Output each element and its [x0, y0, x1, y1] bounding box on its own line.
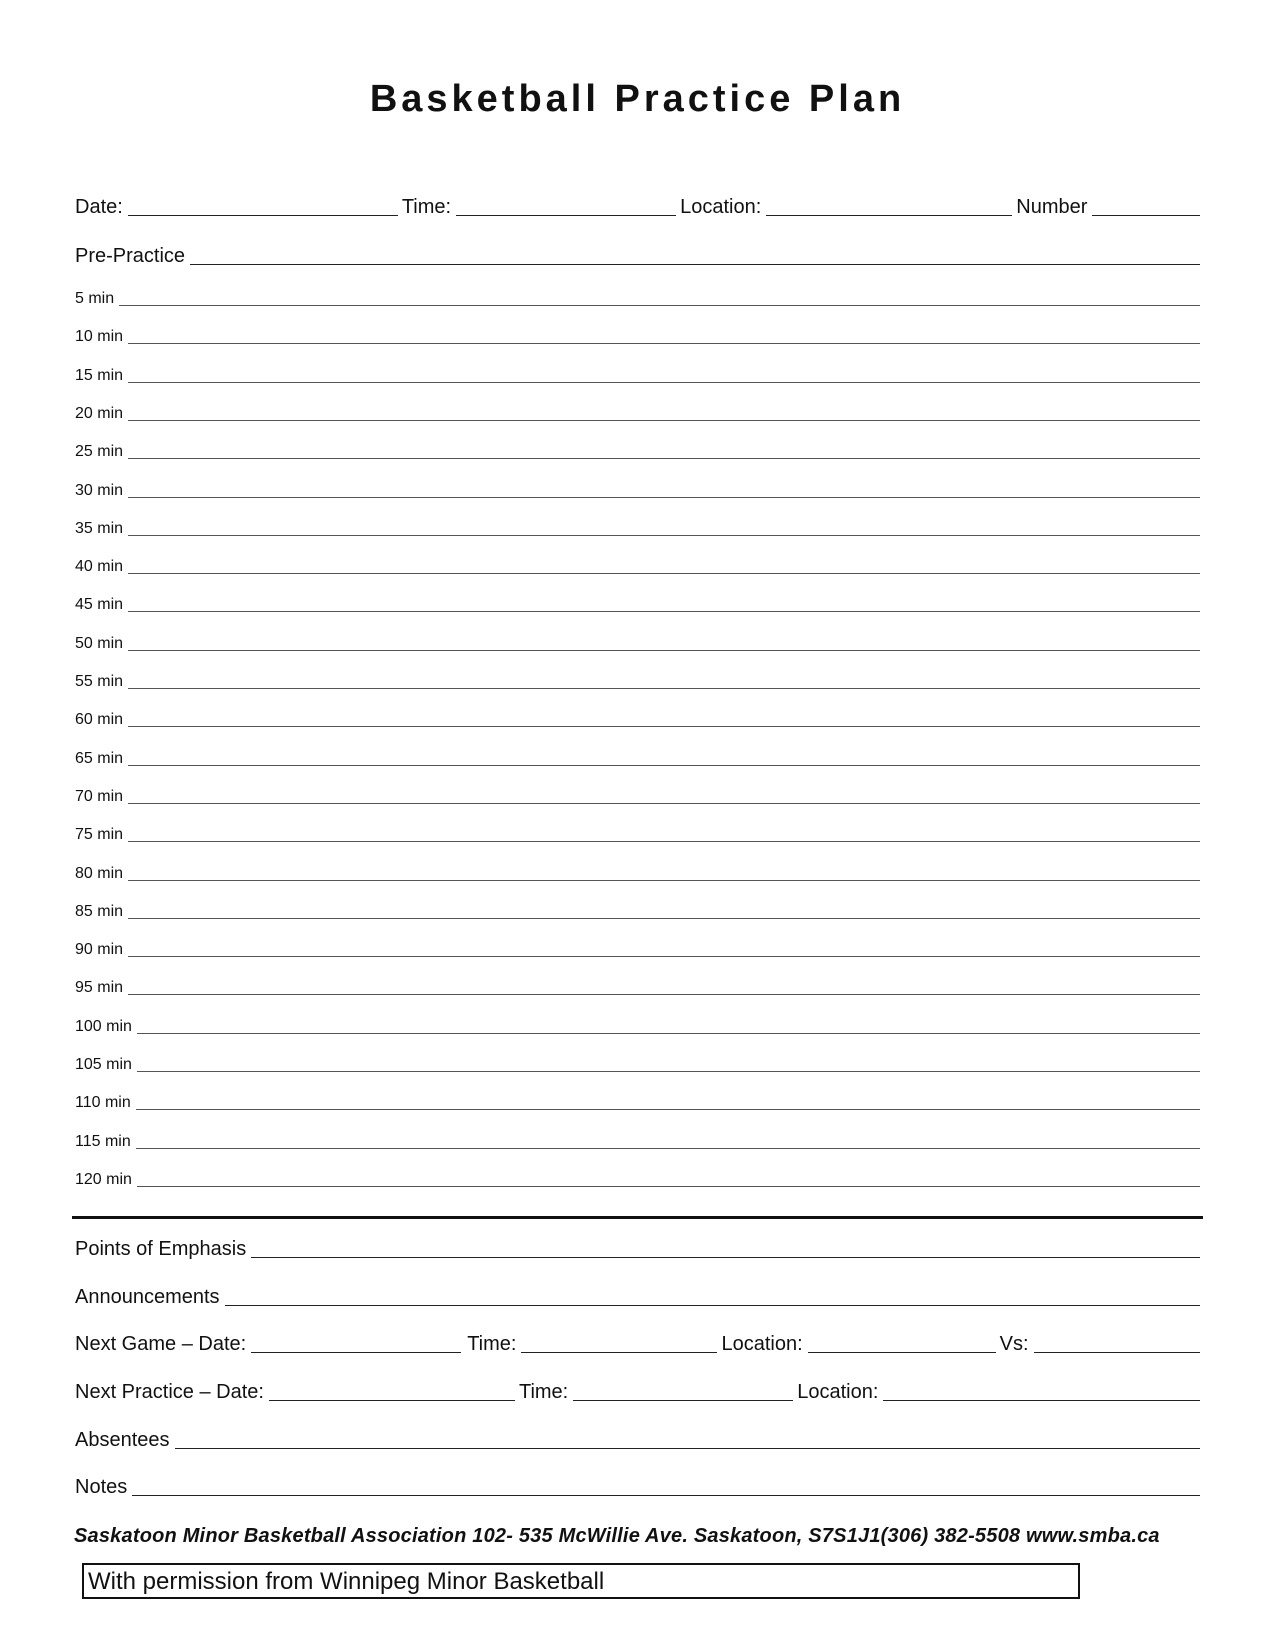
schedule-activity-field[interactable] [128, 420, 1200, 421]
schedule-activity-field[interactable] [128, 803, 1200, 804]
schedule-row [75, 941, 1200, 959]
schedule-time-label: 25 min [75, 443, 124, 461]
schedule-time-label: 10 min [75, 328, 124, 346]
schedule-activity-field[interactable] [128, 458, 1200, 459]
schedule-time-label: 50 min [75, 634, 124, 652]
absentees-row [75, 1429, 1200, 1451]
schedule-activity-field[interactable] [128, 956, 1200, 957]
schedule-row [75, 520, 1200, 538]
schedule-row [75, 596, 1200, 614]
announcements-field[interactable] [225, 1305, 1200, 1306]
next-game-row [75, 1333, 1200, 1355]
section-divider [72, 1216, 1203, 1219]
pre-practice-field[interactable] [190, 264, 1200, 265]
schedule-row [75, 1056, 1200, 1074]
schedule-activity-field[interactable] [136, 1109, 1200, 1110]
schedule-time-label: 95 min [75, 979, 124, 997]
next-game-time-field[interactable] [521, 1352, 717, 1353]
schedule-time-label: 115 min [75, 1132, 131, 1150]
schedule-activity-field[interactable] [136, 1148, 1200, 1149]
schedule-row [75, 865, 1200, 883]
next-practice-date-label: Next Practice – Date: [75, 1381, 264, 1403]
schedule-row [75, 1094, 1200, 1112]
schedule-row [75, 328, 1200, 346]
number-field[interactable] [1092, 215, 1200, 216]
notes-row [75, 1476, 1200, 1498]
absentees-label: Absentees [75, 1429, 170, 1451]
schedule-activity-field[interactable] [128, 841, 1200, 842]
notes-field[interactable] [132, 1495, 1200, 1496]
page-title: Basketball Practice Plan [369, 78, 906, 120]
schedule-row [75, 558, 1200, 576]
schedule-row [75, 405, 1200, 423]
schedule-row [75, 903, 1200, 921]
next-practice-row [75, 1381, 1200, 1403]
schedule-time-label: 85 min [75, 902, 124, 920]
permission-note: With permission from Winnipeg Minor Basketball [82, 1563, 1080, 1599]
announcements-label: Announcements [75, 1286, 220, 1308]
date-label: Date: [75, 196, 123, 218]
next-game-date-field[interactable] [251, 1352, 461, 1353]
schedule-time-label: 60 min [75, 711, 124, 729]
schedule-activity-field[interactable] [128, 535, 1200, 536]
schedule-row [75, 1171, 1200, 1189]
schedule-time-label: 75 min [75, 826, 124, 844]
next-practice-location-label: Location: [797, 1381, 879, 1403]
schedule-row [75, 1018, 1200, 1036]
schedule-time-label: 55 min [75, 673, 124, 690]
schedule-time-label: 70 min [75, 787, 124, 805]
association-footer: Saskatoon Minor Basketball Association 102- 535 McWillie Ave. Saskatoon, S7S1J1(306) 382-5508 www.smba.ca [74, 1525, 1160, 1547]
location-label: Location: [680, 196, 762, 218]
schedule-activity-field[interactable] [128, 650, 1200, 651]
schedule-time-label: 30 min [75, 481, 124, 499]
schedule-activity-field[interactable] [128, 880, 1200, 881]
location-field[interactable] [766, 215, 1012, 216]
schedule-activity-field[interactable] [128, 573, 1200, 574]
schedule-time-label: 120 min [75, 1170, 132, 1188]
schedule-time-label: 45 min [75, 596, 124, 614]
schedule-row [75, 1133, 1200, 1151]
schedule-time-label: 35 min [75, 519, 124, 537]
schedule-row [75, 482, 1200, 500]
schedule-activity-field[interactable] [128, 994, 1200, 995]
points-of-emphasis-label: Points of Emphasis [75, 1238, 247, 1260]
schedule-time-label: 40 min [75, 558, 124, 576]
points-of-emphasis-row [75, 1238, 1200, 1260]
schedule-row [75, 788, 1200, 806]
schedule-row [75, 826, 1200, 844]
schedule-row [75, 443, 1200, 461]
next-practice-location-field[interactable] [883, 1400, 1200, 1401]
pre-practice-label: Pre-Practice [75, 245, 186, 267]
schedule-time-label: 100 min [75, 1017, 132, 1035]
schedule-activity-field[interactable] [128, 918, 1200, 919]
schedule-row [75, 673, 1200, 691]
schedule-activity-field[interactable] [128, 611, 1200, 612]
time-label: Time: [401, 196, 452, 218]
next-game-location-label: Location: [721, 1333, 803, 1355]
schedule-activity-field[interactable] [137, 1071, 1200, 1072]
schedule-activity-field[interactable] [128, 382, 1200, 383]
next-game-date-label: Next Game – Date: [75, 1333, 247, 1355]
schedule-row [75, 290, 1200, 308]
schedule-time-label: 80 min [75, 864, 124, 882]
date-field[interactable] [128, 215, 398, 216]
schedule-row [75, 750, 1200, 768]
schedule-activity-field[interactable] [128, 343, 1200, 344]
pre-practice-row [75, 245, 1200, 267]
schedule-row [75, 979, 1200, 997]
next-game-location-field[interactable] [808, 1352, 996, 1353]
schedule-activity-field[interactable] [137, 1033, 1200, 1034]
schedule-activity-field[interactable] [128, 765, 1200, 766]
next-practice-time-field[interactable] [573, 1400, 793, 1401]
points-of-emphasis-field[interactable] [251, 1257, 1200, 1258]
schedule-activity-field[interactable] [128, 726, 1200, 727]
schedule-row [75, 367, 1200, 385]
schedule-time-label: 90 min [75, 941, 124, 959]
next-practice-time-label: Time: [518, 1381, 569, 1403]
announcements-row [75, 1286, 1200, 1308]
next-game-vs-field[interactable] [1034, 1352, 1200, 1353]
time-field[interactable] [456, 215, 676, 216]
notes-label: Notes [75, 1476, 128, 1498]
schedule-time-label: 110 min [75, 1094, 131, 1112]
schedule-activity-field[interactable] [119, 305, 1200, 306]
schedule-row [75, 635, 1200, 653]
schedule-activity-field[interactable] [128, 688, 1200, 689]
schedule-activity-field[interactable] [128, 497, 1200, 498]
schedule-time-label: 105 min [75, 1056, 132, 1073]
next-game-vs-label: Vs: [999, 1333, 1029, 1355]
schedule-time-label: 20 min [75, 404, 124, 422]
schedule-time-label: 65 min [75, 749, 124, 767]
schedule-row [75, 711, 1200, 729]
schedule-time-label: 5 min [75, 290, 115, 307]
next-practice-date-field[interactable] [269, 1400, 515, 1401]
next-game-time-label: Time: [467, 1333, 517, 1355]
schedule-activity-field[interactable] [137, 1186, 1200, 1187]
header-row [75, 196, 1200, 218]
absentees-field[interactable] [175, 1448, 1200, 1449]
number-label: Number [1016, 196, 1088, 218]
schedule-time-label: 15 min [75, 366, 124, 384]
